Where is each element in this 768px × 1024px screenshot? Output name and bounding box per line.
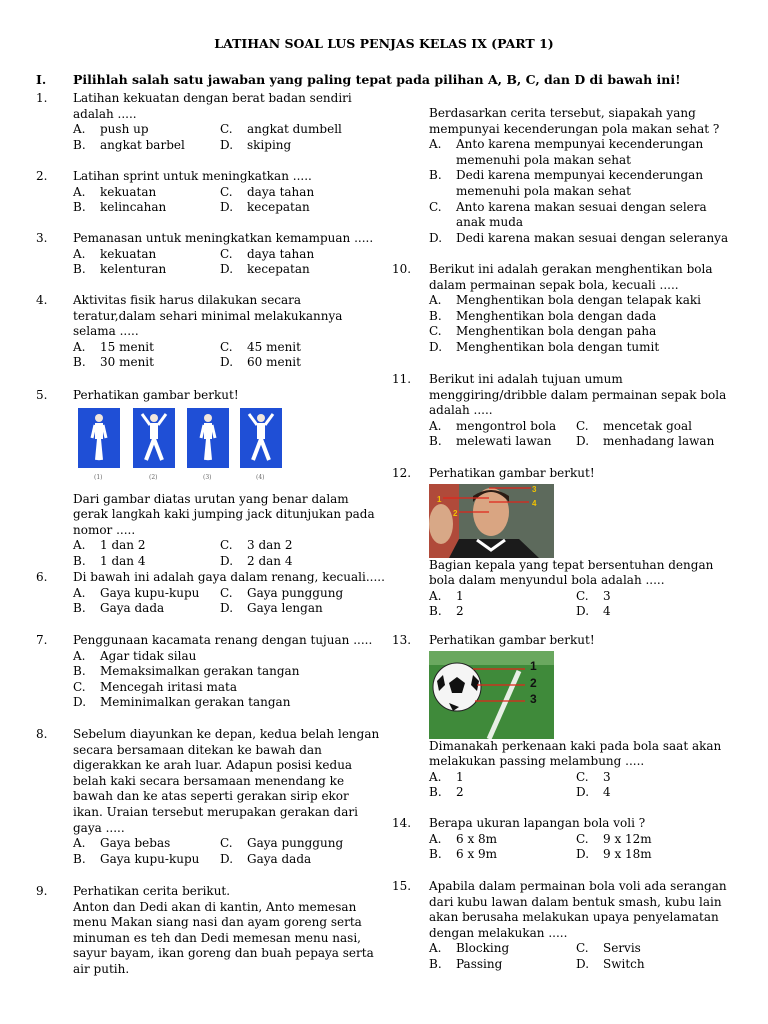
option-letter: B. <box>429 956 442 971</box>
option-b[interactable]: 2 <box>456 785 464 800</box>
answer-options <box>429 941 742 972</box>
head-figure <box>429 484 554 558</box>
option-b[interactable]: Gaya kupu-kupu <box>100 851 200 866</box>
option-letter: A. <box>429 293 442 308</box>
option-d[interactable]: 60 menit <box>247 355 301 370</box>
jumping-jack-figure <box>73 404 283 492</box>
option-letter: C. <box>576 831 589 846</box>
options-row <box>73 680 376 696</box>
option-a[interactable]: 1 dan 2 <box>100 538 146 553</box>
option-letter: A. <box>429 941 442 956</box>
option-a[interactable]: Anto karena mempunyai kecenderungan memenuhi pola makan sehat <box>456 137 704 167</box>
figure-panel <box>187 408 229 468</box>
option-c[interactable]: Gaya punggung <box>247 585 344 600</box>
question-number: 8. <box>36 727 48 741</box>
option-letter: D. <box>576 785 590 800</box>
option-d[interactable]: 2 dan 4 <box>247 553 293 568</box>
option-letter: B. <box>429 785 442 800</box>
question-body <box>429 633 742 801</box>
question-text-line: Perhatikan gambar berkut! <box>429 466 595 480</box>
question-text-line: akan berusaha melakukan upaya penyelamatan <box>429 910 719 925</box>
option-a[interactable]: push up <box>100 122 149 137</box>
question-text-line: dalam permainan sepak bola, kecuali ..... <box>429 277 679 292</box>
options-row <box>429 309 742 325</box>
figure-panel <box>133 408 175 468</box>
option-c[interactable]: mencetak goal <box>603 418 692 433</box>
options-row <box>429 832 742 848</box>
question-text-line: gaya ..... <box>73 820 125 835</box>
person-icon <box>187 408 229 468</box>
option-letter: B. <box>429 168 442 183</box>
question-text-line: Perhatikan cerita berikut. <box>73 884 231 898</box>
question-text-line: Latihan kekuatan dengan berat badan sendiri <box>73 91 352 105</box>
option-d[interactable]: 9 x 18m <box>603 847 652 862</box>
answer-options <box>73 340 376 371</box>
option-a[interactable]: mengontrol bola <box>456 418 557 433</box>
question-body <box>429 466 742 620</box>
figure-panel <box>240 408 282 468</box>
question-body <box>429 816 742 863</box>
option-a[interactable]: 1 <box>456 588 464 603</box>
option-b[interactable]: kelenturan <box>100 262 167 277</box>
option-letter: B. <box>73 355 86 370</box>
option-letter: C. <box>429 324 442 339</box>
question-text-line: secara bersamaan ditekan ke bawah dan <box>73 742 322 757</box>
options-row <box>73 836 376 852</box>
option-b[interactable]: 6 x 9m <box>456 847 498 862</box>
question-text-line: Perhatikan gambar berkut! <box>429 633 595 647</box>
question-text-line: digerakkan ke arah luar. Adapun posisi kedua <box>73 758 353 773</box>
option-letter: A. <box>73 184 86 199</box>
question-text-line: Bagian kepala yang tepat bersentuhan dengan <box>429 557 714 572</box>
option-d[interactable]: menhadang lawan <box>603 434 715 449</box>
option-b[interactable]: 2 <box>456 604 464 619</box>
options-row <box>429 324 742 340</box>
option-letter: B. <box>73 851 86 866</box>
option-d[interactable]: Menghentikan bola dengan tumit <box>456 339 660 354</box>
options-row <box>429 419 742 435</box>
ball-figure <box>429 651 554 739</box>
answer-options <box>73 836 376 867</box>
question-text-line: teratur,dalam sehari minimal melakukannya <box>73 308 343 323</box>
option-letter: D. <box>429 230 443 245</box>
option-b[interactable]: angkat barbel <box>100 137 185 152</box>
question-text-line: adalah ..... <box>73 106 137 121</box>
person-icon <box>240 408 282 468</box>
person-icon <box>78 408 120 468</box>
answer-options <box>73 538 376 569</box>
option-c[interactable]: Gaya punggung <box>247 836 344 851</box>
option-d[interactable]: Meminimalkan gerakan tangan <box>100 695 291 710</box>
question-body <box>429 262 742 356</box>
question-text-line: menu Makan siang nasi dan ayam goreng serta <box>73 915 362 930</box>
options-row <box>429 137 739 168</box>
question-text-line: nomor ..... <box>73 522 136 537</box>
option-letter: C. <box>73 679 86 694</box>
option-letter: D. <box>220 200 234 215</box>
question-number: 13. <box>392 633 412 647</box>
option-b[interactable]: 1 dan 4 <box>100 553 146 568</box>
option-b[interactable]: Menghentikan bola dengan dada <box>456 308 657 323</box>
person-icon <box>133 408 175 468</box>
option-d[interactable]: 4 <box>603 604 611 619</box>
option-letter: D. <box>576 956 590 971</box>
options-row <box>429 434 742 450</box>
option-letter: B. <box>429 308 442 323</box>
question-text-line: sayur bayam, ikan goreng dan buah pepaya serta <box>73 946 374 961</box>
question-body <box>429 879 742 973</box>
options-row <box>73 664 376 680</box>
option-letter: C. <box>576 941 589 956</box>
question-number: 9. <box>36 884 48 898</box>
question-body <box>429 106 739 246</box>
option-b[interactable]: melewati lawan <box>456 434 552 449</box>
option-d[interactable]: kecepatan <box>247 262 310 277</box>
question-text-line: Aktivitas fisik harus dilakukan secara <box>73 293 302 307</box>
option-letter: D. <box>220 137 234 152</box>
options-row <box>73 538 376 554</box>
answer-options <box>73 122 376 153</box>
question-text-line: Apabila dalam permainan bola voli ada serangan <box>429 879 727 893</box>
option-letter: C. <box>429 199 442 214</box>
question-text-line: Pemanasan untuk meningkatkan kemampuan ..... <box>73 231 374 245</box>
option-d[interactable]: kecepatan <box>247 200 310 215</box>
option-d[interactable]: Gaya dada <box>247 851 312 866</box>
options-row <box>429 770 742 786</box>
option-letter: B. <box>429 604 442 619</box>
question-text-line: dari kubu lawan dalam bentuk smash, kubu lain <box>429 894 722 909</box>
options-row <box>73 601 376 617</box>
options-row <box>73 586 376 602</box>
options-row <box>73 262 376 278</box>
option-letter: D. <box>220 355 234 370</box>
question-text-line: Dimanakah perkenaan kaki pada bola saat akan <box>429 738 722 753</box>
question-body <box>73 633 376 711</box>
option-letter: A. <box>429 418 442 433</box>
figure-label: 2 <box>530 675 537 690</box>
option-letter: A. <box>73 538 86 553</box>
question-body <box>73 388 376 570</box>
option-b[interactable]: Gaya dada <box>100 601 165 616</box>
option-letter: C. <box>220 339 233 354</box>
option-c[interactable]: daya tahan <box>247 246 315 261</box>
option-letter: C. <box>220 184 233 199</box>
options-row <box>73 355 376 371</box>
option-c[interactable]: 45 menit <box>247 339 301 354</box>
question-number: 12. <box>392 466 412 480</box>
question-text-line: Perhatikan gambar berkut! <box>73 388 239 402</box>
option-c[interactable]: 9 x 12m <box>603 831 652 846</box>
options-row <box>429 847 742 863</box>
option-c[interactable]: Anto karena makan sesuai dengan selera anak muda <box>456 199 707 230</box>
options-row <box>73 695 376 711</box>
option-d[interactable]: Gaya lengan <box>247 601 323 616</box>
figure-label: 1 <box>437 494 442 504</box>
option-letter: D. <box>220 262 234 277</box>
question-9-continued <box>429 106 739 246</box>
option-b[interactable]: Memaksimalkan gerakan tangan <box>100 664 300 679</box>
option-letter: D. <box>220 553 234 568</box>
question-number: 3. <box>36 231 48 245</box>
option-letter: B. <box>73 262 86 277</box>
option-letter: D. <box>576 604 590 619</box>
options-row <box>73 185 376 201</box>
figure-label: 3 <box>532 484 537 494</box>
answer-options <box>73 586 376 617</box>
question-body <box>73 570 385 617</box>
option-letter: A. <box>429 588 442 603</box>
question-text-line: selama ..... <box>73 324 139 339</box>
question-number: 5. <box>36 388 48 402</box>
option-letter: A. <box>429 137 442 152</box>
question-text-line: minuman es teh dan Dedi memesan menu nasi, <box>73 930 361 945</box>
figure-label: 1 <box>530 658 537 673</box>
option-letter: D. <box>220 601 234 616</box>
option-letter: B. <box>73 200 86 215</box>
question-text-line: Anton dan Dedi akan di kantin, Anto memesan <box>73 899 357 914</box>
figure-label: 3 <box>530 691 537 706</box>
question-number: 1. <box>36 91 48 105</box>
question-text-line: mempunyai kecenderungan pola makan sehat ? <box>429 121 720 136</box>
option-c[interactable]: angkat dumbell <box>247 122 342 137</box>
option-letter: C. <box>220 585 233 600</box>
option-a[interactable]: 1 <box>456 769 464 784</box>
options-row <box>429 231 739 247</box>
option-letter: B. <box>73 664 86 679</box>
options-row <box>429 785 742 801</box>
options-row <box>73 554 376 570</box>
question-body <box>73 293 376 371</box>
question-text-line: dengan melakukan ..... <box>429 925 568 940</box>
option-d[interactable]: 4 <box>603 785 611 800</box>
options-row <box>429 168 739 199</box>
option-a[interactable]: 6 x 8m <box>456 831 498 846</box>
option-letter: A. <box>429 769 442 784</box>
option-d[interactable]: Dedi karena makan sesuai dengan seleranya <box>456 230 729 245</box>
figure-panel <box>78 408 120 468</box>
option-letter: D. <box>429 339 443 354</box>
options-row <box>73 340 376 356</box>
answer-options <box>73 649 376 711</box>
option-letter: B. <box>429 847 442 862</box>
question-body <box>73 727 380 867</box>
question-text-line: menggiring/dribble dalam permainan sepak bola <box>429 387 727 402</box>
options-row <box>429 604 742 620</box>
option-a[interactable]: kekuatan <box>100 184 157 199</box>
option-letter: C. <box>220 538 233 553</box>
options-row <box>73 200 376 216</box>
answer-options <box>429 419 742 450</box>
option-letter: A. <box>73 585 86 600</box>
figure-label: (4) <box>256 473 265 481</box>
question-number: 14. <box>392 816 412 830</box>
option-b[interactable]: Passing <box>456 956 503 971</box>
question-number: 15. <box>392 879 412 893</box>
options-row <box>73 138 376 154</box>
option-c[interactable]: 3 dan 2 <box>247 538 293 553</box>
question-text-line: Penggunaan kacamata renang dengan tujuan ..... <box>73 633 373 647</box>
option-letter: A. <box>73 122 86 137</box>
option-letter: B. <box>73 601 86 616</box>
answer-options <box>73 247 376 278</box>
options-row <box>73 247 376 263</box>
options-row <box>429 589 742 605</box>
instruction-text: Pilihlah salah satu jawaban yang paling tepat pada pilihan A, B, C, dan D di bawah ini! <box>73 72 681 87</box>
option-b[interactable]: Dedi karena mempunyai kecenderungan memenuhi pola makan sehat <box>456 168 704 198</box>
question-number: 6. <box>36 570 48 584</box>
option-letter: A. <box>73 339 86 354</box>
question-body <box>73 91 376 153</box>
option-c[interactable]: Mencegah iritasi mata <box>100 679 238 694</box>
option-letter: A. <box>73 648 86 663</box>
option-letter: C. <box>220 246 233 261</box>
question-text-line: Berdasarkan cerita tersebut, siapakah yang <box>429 106 696 120</box>
option-a[interactable]: kekuatan <box>100 246 157 261</box>
figure-label: (2) <box>149 473 158 481</box>
answer-options <box>429 832 742 863</box>
option-a[interactable]: Gaya kupu-kupu <box>100 585 200 600</box>
question-number: 7. <box>36 633 48 647</box>
option-letter: A. <box>73 836 86 851</box>
question-text-line: melakukan passing melambung ..... <box>429 754 645 769</box>
question-text-line: Latihan sprint untuk meningkatkan ..... <box>73 169 312 183</box>
question-text-line: belah kaki secara bersamaan menendang ke <box>73 773 345 788</box>
option-letter: A. <box>429 831 442 846</box>
option-d[interactable]: skiping <box>247 137 292 152</box>
answer-options <box>73 185 376 216</box>
option-letter: B. <box>429 434 442 449</box>
option-d[interactable]: Switch <box>603 956 645 971</box>
figure-label: 2 <box>453 508 458 518</box>
option-letter: D. <box>576 847 590 862</box>
answer-options <box>429 770 742 801</box>
option-b[interactable]: 30 menit <box>100 355 154 370</box>
option-b[interactable]: kelincahan <box>100 200 167 215</box>
option-letter: C. <box>576 769 589 784</box>
option-letter: B. <box>73 137 86 152</box>
question-text-line: Berikut ini adalah gerakan menghentikan bola <box>429 262 713 276</box>
option-c[interactable]: 3 <box>603 769 611 784</box>
question-text-line: adalah ..... <box>429 403 493 418</box>
option-letter: C. <box>576 418 589 433</box>
question-number: 4. <box>36 293 48 307</box>
option-c[interactable]: 3 <box>603 588 611 603</box>
option-c[interactable]: Menghentikan bola dengan paha <box>456 324 657 339</box>
options-row <box>429 200 739 231</box>
option-a[interactable]: Blocking <box>456 941 510 956</box>
option-a[interactable]: Agar tidak silau <box>100 648 197 663</box>
question-body <box>73 884 376 978</box>
section-number: I. <box>36 72 47 87</box>
question-text-line: Dari gambar diatas urutan yang benar dalam <box>73 491 349 506</box>
question-text-line: gerak langkah kaki jumping jack ditunjukan pada <box>73 507 375 522</box>
answer-options <box>429 589 742 620</box>
question-text-line: Berapa ukuran lapangan bola voli ? <box>429 816 646 830</box>
option-letter: C. <box>220 836 233 851</box>
question-text-line: ikan. Uraian tersebut merupakan gerakan dari <box>73 804 358 819</box>
question-text-line: Sebelum diayunkan ke depan, kedua belah lengan <box>73 727 380 741</box>
figure-label: 4 <box>532 498 537 508</box>
options-row <box>429 293 742 309</box>
option-letter: B. <box>73 553 86 568</box>
question-text-line: bawah dan ke atas seperti gerakan sirip ekor <box>73 789 349 804</box>
option-letter: D. <box>576 434 590 449</box>
figure-label: (1) <box>94 473 103 481</box>
options-row <box>73 649 376 665</box>
option-a[interactable]: 15 menit <box>100 339 154 354</box>
option-letter: D. <box>73 695 87 710</box>
options-row <box>73 852 376 868</box>
page-title: LATIHAN SOAL LUS PENJAS KELAS IX (PART 1) <box>214 36 554 51</box>
option-c[interactable]: daya tahan <box>247 184 315 199</box>
question-body <box>429 372 742 450</box>
options-row <box>429 941 742 957</box>
options-row <box>429 957 742 973</box>
option-c[interactable]: Servis <box>603 941 641 956</box>
option-letter: C. <box>576 588 589 603</box>
question-body <box>73 169 376 216</box>
question-text-line: Di bawah ini adalah gaya dalam renang, kecuali..... <box>73 570 385 584</box>
option-letter: C. <box>220 122 233 137</box>
option-letter: D. <box>220 851 234 866</box>
option-letter: A. <box>73 246 86 261</box>
options-row <box>429 340 742 356</box>
options-row <box>73 122 376 138</box>
question-text-line: air putih. <box>73 961 130 976</box>
question-text-line: Berikut ini adalah tujuan umum <box>429 372 623 386</box>
option-a[interactable]: Gaya bebas <box>100 836 171 851</box>
question-number: 10. <box>392 262 412 276</box>
question-text-line: bola dalam menyundul bola adalah ..... <box>429 573 665 588</box>
question-number: 2. <box>36 169 48 183</box>
question-number: 11. <box>392 372 412 386</box>
question-body <box>73 231 376 278</box>
option-a[interactable]: Menghentikan bola dengan telapak kaki <box>456 293 701 308</box>
answer-options <box>429 293 742 355</box>
figure-label: (3) <box>203 473 212 481</box>
